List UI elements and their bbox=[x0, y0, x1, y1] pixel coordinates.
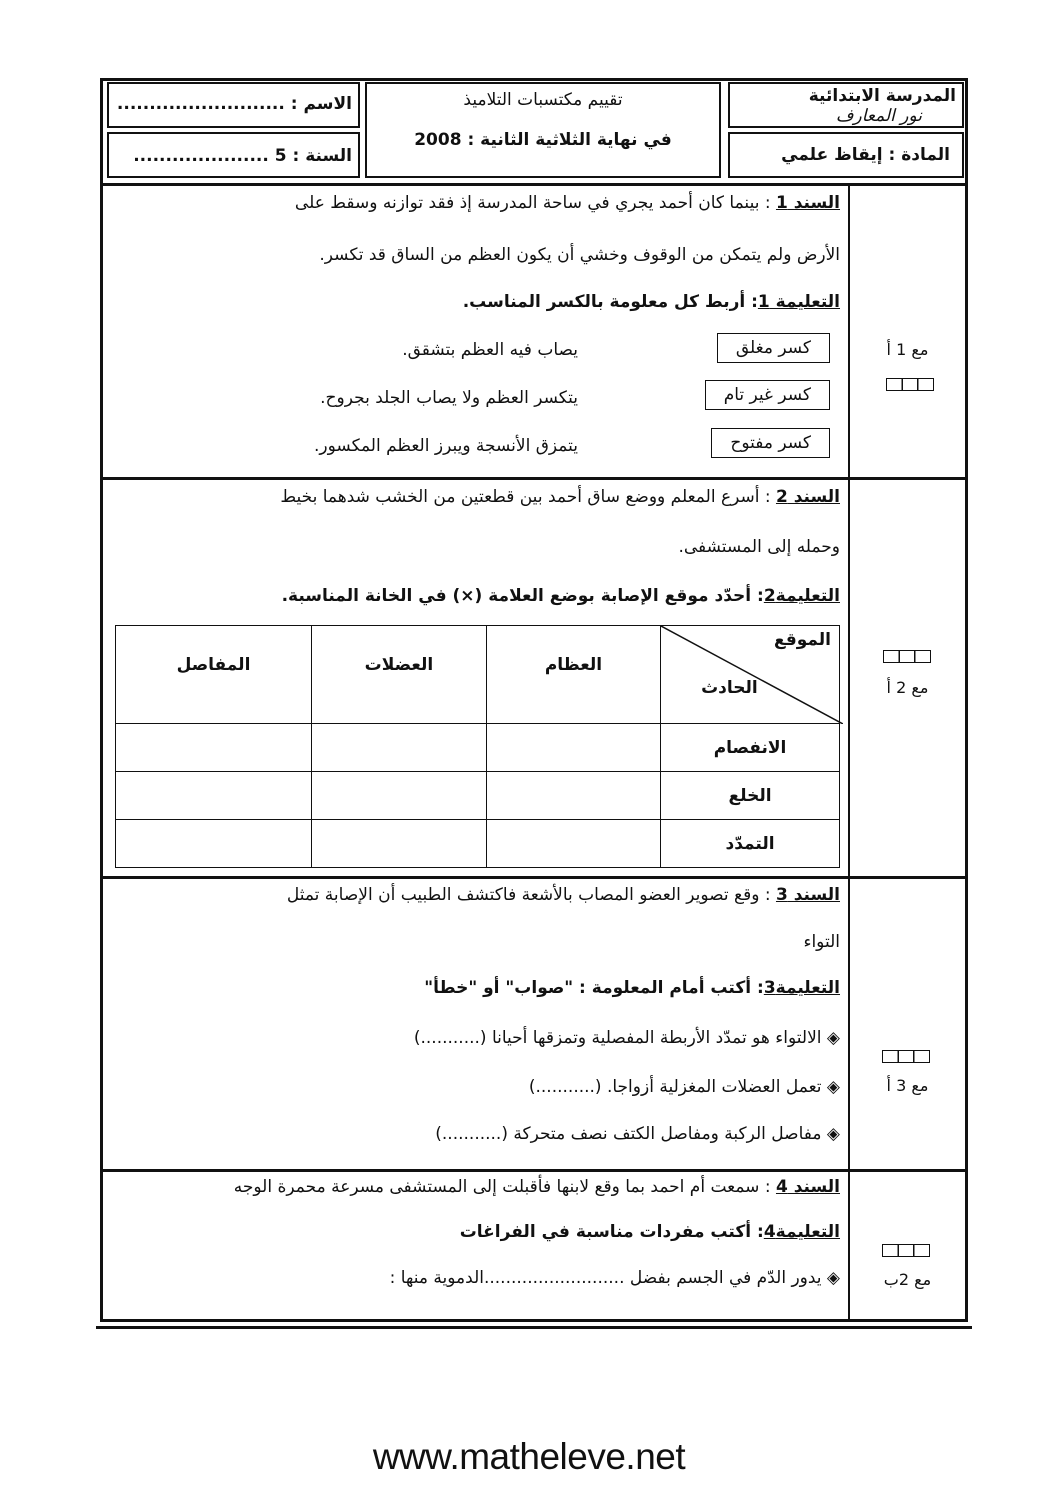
year-field[interactable]: السنة : 5 ..................... bbox=[133, 146, 352, 166]
score-label: مع 2 أ bbox=[886, 678, 929, 697]
col-label: العضلات bbox=[364, 655, 434, 675]
divider bbox=[100, 477, 968, 480]
divider bbox=[100, 1169, 968, 1172]
injury-table bbox=[115, 625, 840, 868]
sanad-text: : أسرع المعلم ووضع ساق أحمد بين قطعتين من الخشب شدهما بخيط bbox=[280, 487, 776, 507]
answer-cell[interactable] bbox=[116, 772, 312, 820]
name-field[interactable]: الاسم : .......................... bbox=[116, 94, 352, 114]
sanad-label: السند 4 bbox=[775, 1177, 840, 1197]
answer-cell[interactable] bbox=[311, 820, 486, 868]
corner-top: الموقع bbox=[773, 630, 831, 650]
subject-box bbox=[728, 132, 964, 178]
score-label: مع 3 أ bbox=[886, 1076, 929, 1095]
corner-cell bbox=[661, 626, 840, 724]
task-4 bbox=[460, 1222, 840, 1242]
sanad-3 bbox=[287, 885, 840, 905]
fracture-box[interactable]: كسر غير تام bbox=[705, 380, 830, 410]
col-label: العظام bbox=[544, 655, 603, 675]
school-name: نور المعارف bbox=[835, 106, 922, 126]
answer-cell[interactable] bbox=[486, 772, 660, 820]
fracture-box[interactable]: كسر مغلق bbox=[717, 333, 830, 363]
answer-cell[interactable] bbox=[116, 724, 312, 772]
description: يتكسر العظم ولا يصاب الجلد بجروح. bbox=[320, 388, 578, 408]
col-label: المفاصل bbox=[176, 655, 251, 675]
divider bbox=[100, 876, 968, 879]
sanad-text: : سمعت أم احمد بما وقع لابنها فأقبلت إلى المستشفى مسرعة محمرة الوجه bbox=[233, 1177, 776, 1197]
task-text: : أربط كل معلومة بالكسر المناسب. bbox=[462, 292, 758, 312]
description: يصاب فيه العظم بتشقق. bbox=[402, 340, 578, 360]
task-text: : أكتب مفردات مناسبة في الفراغات bbox=[459, 1222, 764, 1242]
name-box bbox=[107, 82, 360, 128]
sanad-text: : بينما كان أحمد يجري في ساحة المدرسة إذ فقد توازنه وسقط على bbox=[294, 193, 776, 213]
divider bbox=[100, 183, 968, 186]
task-label: التعليمة2 bbox=[763, 586, 840, 606]
fill-in-text: يدور الدّم في الجسم بفضل ..........................الدموية منها : bbox=[389, 1268, 822, 1288]
title-box bbox=[365, 82, 721, 178]
answer-cell[interactable] bbox=[311, 772, 486, 820]
answer-cell[interactable] bbox=[311, 724, 486, 772]
task-3 bbox=[424, 978, 840, 998]
fill-in-item bbox=[390, 1268, 840, 1288]
score-boxes bbox=[882, 1242, 930, 1261]
score-boxes bbox=[886, 376, 934, 395]
sanad-2-line2: وحمله إلى المستشفى. bbox=[678, 537, 840, 557]
task-label: التعليمة 1 bbox=[757, 292, 840, 312]
title-line1: تقييم مكتسبات التلاميذ bbox=[463, 90, 623, 110]
diamond-bullet-icon: ◈ bbox=[826, 1268, 840, 1288]
task-text: : أحدّد موقع الإصابة بوضع العلامة (×) في الخانة المناسبة. bbox=[281, 586, 764, 606]
task-1 bbox=[463, 292, 840, 312]
description: يتمزق الأنسجة ويبرز العظم المكسور. bbox=[314, 436, 578, 456]
col-header bbox=[486, 626, 660, 724]
diamond-bullet-icon: ◈ bbox=[826, 1077, 840, 1097]
sanad-label: السند 3 bbox=[775, 885, 840, 905]
sanad-1-line2: الأرض ولم يتمكن من الوقوف وخشي أن يكون العظم من الساق قد تكسر. bbox=[319, 245, 840, 265]
bottom-rule bbox=[96, 1326, 972, 1329]
sanad-label: السند 2 bbox=[775, 487, 840, 507]
score-label: مع 1 أ bbox=[886, 340, 929, 359]
year-box bbox=[107, 132, 360, 178]
school-label: المدرسة الابتدائية bbox=[808, 86, 956, 106]
sanad-2 bbox=[280, 487, 840, 507]
task-text: : أكتب أمام المعلومة : "صواب" أو "خطأ" bbox=[424, 978, 764, 998]
task-2 bbox=[282, 586, 840, 606]
row-header: التمدّد bbox=[661, 820, 840, 868]
title-line2: في نهاية الثلاثية الثانية : 2008 bbox=[414, 130, 672, 150]
diamond-bullet-icon: ◈ bbox=[826, 1028, 840, 1048]
statement-text: تعمل العضلات المغزلية أزواجا. (...........) bbox=[528, 1077, 822, 1097]
website-footer: www.matheleve.net bbox=[372, 1436, 686, 1477]
statement bbox=[529, 1077, 840, 1097]
diamond-bullet-icon: ◈ bbox=[826, 1124, 840, 1144]
answer-cell[interactable] bbox=[116, 820, 312, 868]
task-label: التعليمة3 bbox=[763, 978, 840, 998]
fracture-box[interactable]: كسر مفتوح bbox=[711, 428, 830, 458]
row-header: الخلع bbox=[661, 772, 840, 820]
statement bbox=[435, 1124, 840, 1144]
sanad-4 bbox=[234, 1177, 840, 1197]
score-boxes bbox=[882, 1048, 930, 1067]
score-label: مع 2ب bbox=[883, 1270, 932, 1289]
row-header: الانفصام bbox=[661, 724, 840, 772]
score-boxes bbox=[883, 648, 931, 667]
sanad-3-line2: التواء bbox=[803, 932, 840, 952]
school-box bbox=[728, 82, 964, 128]
sanad-label: السند 1 bbox=[775, 193, 840, 213]
statement bbox=[414, 1028, 840, 1048]
col-header bbox=[116, 626, 312, 724]
statement-text: الالتواء هو تمدّد الأربطة المفصلية وتمزقها أحيانا (...........) bbox=[413, 1028, 822, 1048]
subject: المادة : إيقاظ علمي bbox=[781, 145, 950, 165]
col-header bbox=[311, 626, 486, 724]
answer-cell[interactable] bbox=[486, 724, 660, 772]
answer-cell[interactable] bbox=[486, 820, 660, 868]
corner-bottom: الحادث bbox=[701, 678, 758, 698]
statement-text: مفاصل الركبة ومفاصل الكتف نصف متحركة (...........) bbox=[435, 1124, 822, 1144]
task-label: التعليمة4 bbox=[763, 1222, 840, 1242]
sanad-text: : وقع تصوير العضو المصاب بالأشعة فاكتشف الطبيب أن الإصابة تمثل bbox=[286, 885, 776, 905]
sanad-1 bbox=[295, 193, 840, 213]
